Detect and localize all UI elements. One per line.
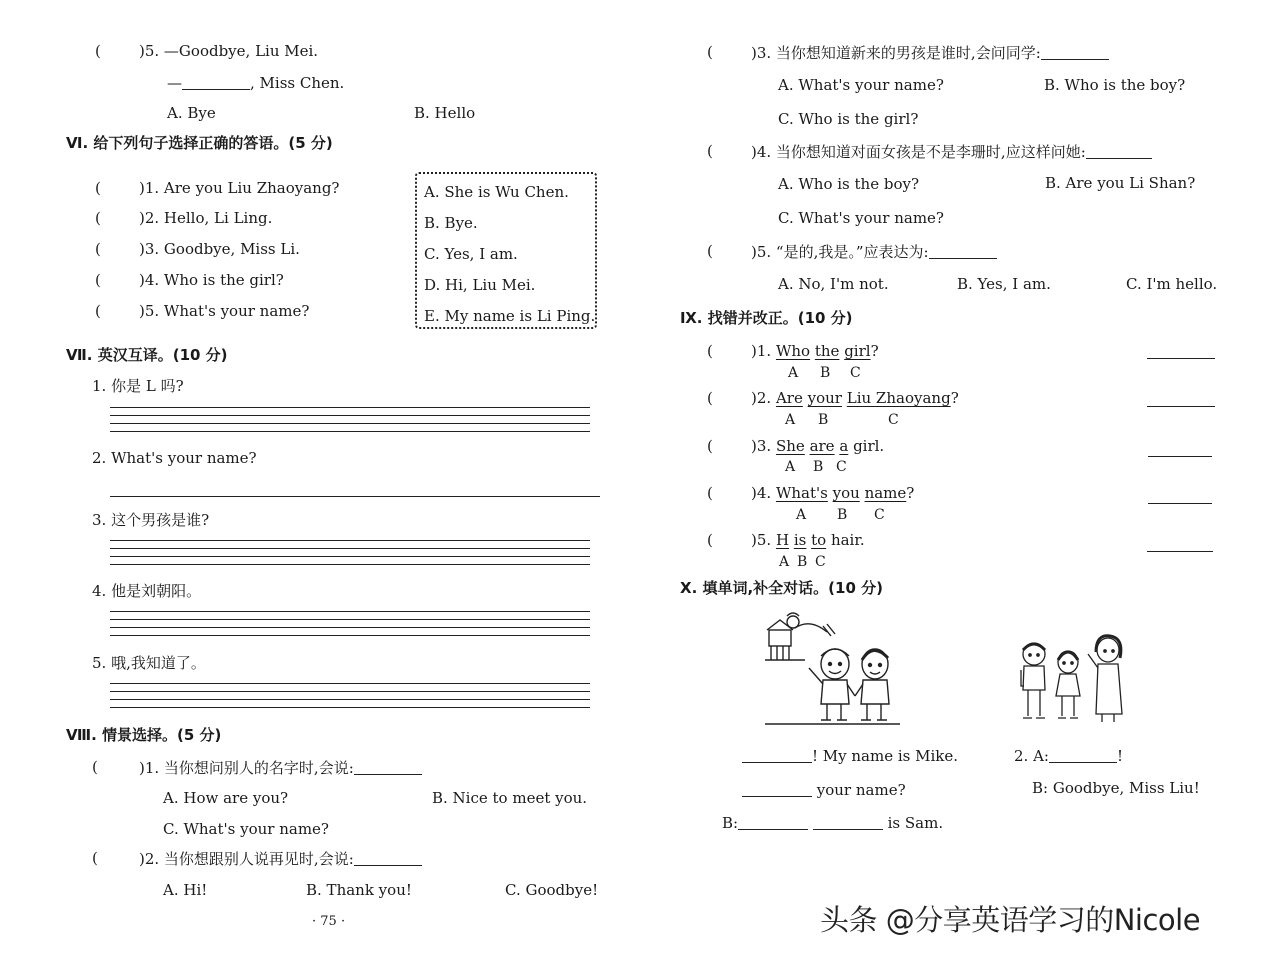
section-7-heading: Ⅶ. 英汉互译。(10 分) bbox=[66, 346, 228, 364]
translation-item: 4. 他是刘朝阳。 bbox=[92, 582, 202, 600]
item-number: )5. bbox=[751, 531, 772, 549]
paren: ( bbox=[92, 849, 98, 867]
word-b: your bbox=[807, 389, 842, 407]
letter-b: B bbox=[820, 365, 831, 381]
correction-blank[interactable] bbox=[1148, 503, 1212, 504]
option-a: A. What's your name? bbox=[778, 76, 944, 94]
line-text: ! My name is Mike. bbox=[812, 747, 959, 765]
dash: — bbox=[167, 74, 182, 92]
writing-line[interactable] bbox=[110, 548, 590, 549]
letter-c: C bbox=[850, 365, 861, 381]
option-b: B. Who is the boy? bbox=[1044, 76, 1186, 94]
answer-options-box bbox=[415, 172, 597, 329]
word-a: Are bbox=[775, 389, 803, 407]
word-c: to bbox=[811, 531, 827, 549]
translation-item: 5. 哦,我知道了。 bbox=[92, 654, 206, 672]
option-b: B. Are you Li Shan? bbox=[1045, 174, 1196, 192]
paren: ( bbox=[707, 531, 713, 549]
writing-line[interactable] bbox=[110, 635, 590, 636]
answer-blank[interactable] bbox=[742, 748, 812, 763]
writing-line[interactable] bbox=[110, 699, 590, 700]
word-c: a bbox=[839, 437, 849, 455]
matching-item: )4. Who is the girl? bbox=[139, 271, 284, 289]
correction-blank[interactable] bbox=[1147, 358, 1215, 359]
paren: ( bbox=[92, 758, 98, 776]
writing-line[interactable] bbox=[110, 431, 590, 432]
dialogue-line bbox=[722, 815, 943, 831]
word-a: Who bbox=[775, 342, 811, 360]
question-text: )3. 当你想知道新来的男孩是谁时,会问同学: bbox=[751, 44, 1041, 62]
item-number: )1. bbox=[751, 342, 772, 360]
answer-blank[interactable] bbox=[742, 782, 812, 797]
option: B. Bye. bbox=[424, 214, 478, 232]
error-item bbox=[751, 344, 879, 359]
paren: ( bbox=[95, 42, 101, 60]
translation-item: 2. What's your name? bbox=[92, 449, 257, 467]
matching-item: )2. Hello, Li Ling. bbox=[139, 209, 273, 227]
option-c: C. What's your name? bbox=[163, 820, 329, 838]
option-a: A. Hi! bbox=[163, 881, 208, 899]
scenario-question bbox=[139, 851, 422, 867]
letter-a: A bbox=[779, 554, 790, 570]
word-b: the bbox=[814, 342, 840, 360]
word-a: She bbox=[775, 437, 805, 455]
item-number: )3. bbox=[751, 437, 772, 455]
option-b: B. Yes, I am. bbox=[957, 275, 1051, 293]
answer-blank[interactable] bbox=[1049, 748, 1117, 763]
word-c: name bbox=[864, 484, 907, 502]
letter-b: B bbox=[797, 554, 808, 570]
option-a: A. Who is the boy? bbox=[778, 175, 919, 193]
option-c: C. Who is the girl? bbox=[778, 110, 919, 128]
scenario-question bbox=[751, 244, 997, 260]
tail: hair. bbox=[826, 531, 865, 549]
option-b: B. Nice to meet you. bbox=[432, 789, 588, 807]
option: A. She is Wu Chen. bbox=[424, 183, 569, 201]
paren: ( bbox=[95, 302, 101, 320]
letter-c: C bbox=[836, 459, 847, 475]
letter-a: A bbox=[788, 365, 799, 381]
writing-line[interactable] bbox=[110, 556, 590, 557]
matching-item: )3. Goodbye, Miss Li. bbox=[139, 240, 300, 258]
option-b: B. Thank you! bbox=[306, 881, 412, 899]
question-text: )2. 当你想跟别人说再见时,会说: bbox=[139, 850, 354, 868]
correction-blank[interactable] bbox=[1147, 551, 1213, 552]
paren: ( bbox=[707, 389, 713, 407]
writing-line[interactable] bbox=[110, 611, 590, 612]
question-text: )5. “是的,我是。”应表达为: bbox=[751, 243, 929, 261]
letter-b: B bbox=[837, 507, 848, 523]
question-text: )4. 当你想知道对面女孩是不是李珊时,应这样问她: bbox=[751, 143, 1086, 161]
children-teacher-illustration bbox=[1018, 632, 1130, 727]
writing-line[interactable] bbox=[110, 540, 590, 541]
paren: ( bbox=[95, 179, 101, 197]
writing-line[interactable] bbox=[110, 415, 590, 416]
page-number: · 75 · bbox=[312, 914, 346, 929]
option-c: C. What's your name? bbox=[778, 209, 944, 227]
answer-blank[interactable] bbox=[1086, 144, 1152, 159]
word-b: are bbox=[809, 437, 835, 455]
option-c: C. I'm hello. bbox=[1126, 275, 1218, 293]
tail: ? bbox=[906, 484, 915, 502]
paren: ( bbox=[707, 437, 713, 455]
two-boys-illustration bbox=[765, 612, 900, 730]
correction-blank[interactable] bbox=[1147, 406, 1215, 407]
section-9-heading: Ⅸ. 找错并改正。(10 分) bbox=[680, 309, 853, 327]
dialogue-line bbox=[1014, 748, 1123, 764]
option: D. Hi, Liu Mei. bbox=[424, 276, 536, 294]
paren: ( bbox=[707, 142, 713, 160]
question-5-top: )5. —Goodbye, Liu Mei. bbox=[139, 42, 319, 60]
answer-blank[interactable] bbox=[354, 851, 422, 866]
answer-blank[interactable] bbox=[182, 75, 250, 90]
scenario-question bbox=[751, 144, 1152, 160]
letter-a: A bbox=[796, 507, 807, 523]
letter-c: C bbox=[815, 554, 826, 570]
paren: ( bbox=[95, 271, 101, 289]
writing-line[interactable] bbox=[110, 707, 590, 708]
writing-line[interactable] bbox=[110, 691, 590, 692]
word-c: Liu Zhaoyang bbox=[846, 389, 951, 407]
answer-blank[interactable] bbox=[1041, 45, 1109, 60]
matching-item: )1. Are you Liu Zhaoyang? bbox=[139, 179, 340, 197]
tail: girl. bbox=[848, 437, 885, 455]
translation-item: 1. 你是 L 吗? bbox=[92, 377, 184, 395]
matching-item: )5. What's your name? bbox=[139, 302, 310, 320]
line-text: ! bbox=[1116, 747, 1123, 765]
item-number: )2. bbox=[751, 389, 772, 407]
option: E. My name is Li Ping. bbox=[424, 307, 596, 325]
section-10-heading: Ⅹ. 填单词,补全对话。(10 分) bbox=[680, 579, 883, 597]
writing-line[interactable] bbox=[110, 407, 590, 408]
error-item bbox=[751, 486, 914, 501]
letter-a: A bbox=[785, 412, 796, 428]
scenario-question bbox=[751, 45, 1109, 61]
word-a: H bbox=[775, 531, 790, 549]
paren: ( bbox=[707, 342, 713, 360]
speaker: 2. A: bbox=[1014, 747, 1049, 765]
item-number: )4. bbox=[751, 484, 772, 502]
writing-line[interactable] bbox=[110, 496, 600, 497]
word-a: What's bbox=[775, 484, 828, 502]
answer-blank[interactable] bbox=[929, 244, 997, 259]
line-text: your name? bbox=[812, 781, 906, 799]
option-a: A. No, I'm not. bbox=[778, 275, 889, 293]
paren: ( bbox=[707, 43, 713, 61]
question-5-line2 bbox=[167, 75, 344, 91]
word-c: girl bbox=[844, 342, 871, 360]
word-b: you bbox=[832, 484, 860, 502]
paren: ( bbox=[95, 240, 101, 258]
answer-blank[interactable] bbox=[813, 815, 883, 830]
watermark: 头条 @分享英语学习的Nicole bbox=[820, 903, 1201, 937]
dialogue-line bbox=[742, 782, 906, 798]
tail: ? bbox=[870, 342, 879, 360]
option-a: A. How are you? bbox=[163, 789, 289, 807]
writing-line[interactable] bbox=[110, 627, 590, 628]
speaker: B: bbox=[722, 814, 739, 832]
letter-b: B bbox=[818, 412, 829, 428]
dialogue-line: B: Goodbye, Miss Liu! bbox=[1032, 779, 1200, 797]
writing-line[interactable] bbox=[110, 683, 590, 684]
line-text: is Sam. bbox=[882, 814, 944, 832]
paren: ( bbox=[707, 242, 713, 260]
letter-a: A bbox=[785, 459, 796, 475]
option-c: C. Goodbye! bbox=[505, 881, 599, 899]
translation-item: 3. 这个男孩是谁? bbox=[92, 511, 210, 529]
writing-line[interactable] bbox=[110, 423, 590, 424]
word-b: is bbox=[793, 531, 807, 549]
line2-text: , Miss Chen. bbox=[250, 74, 345, 92]
option: C. Yes, I am. bbox=[424, 245, 518, 263]
paren: ( bbox=[95, 209, 101, 227]
correction-blank[interactable] bbox=[1148, 456, 1212, 457]
letter-b: B bbox=[813, 459, 824, 475]
section-6-heading: Ⅵ. 给下列句子选择正确的答语。(5 分) bbox=[66, 134, 333, 152]
answer-blank[interactable] bbox=[738, 815, 808, 830]
answer-blank[interactable] bbox=[354, 760, 422, 775]
section-8-heading: Ⅷ. 情景选择。(5 分) bbox=[66, 726, 222, 744]
dialogue-line bbox=[742, 748, 958, 764]
letter-c: C bbox=[888, 412, 899, 428]
error-item bbox=[751, 533, 865, 548]
paren: ( bbox=[707, 484, 713, 502]
error-item bbox=[751, 439, 884, 454]
scenario-question bbox=[139, 760, 422, 776]
question-text: )1. 当你想问别人的名字时,会说: bbox=[139, 759, 354, 777]
writing-line[interactable] bbox=[110, 619, 590, 620]
option-a: A. Bye bbox=[167, 104, 216, 122]
tail: ? bbox=[950, 389, 959, 407]
error-item bbox=[751, 391, 959, 406]
letter-c: C bbox=[874, 507, 885, 523]
option-b: B. Hello bbox=[414, 104, 476, 122]
writing-line[interactable] bbox=[110, 564, 590, 565]
